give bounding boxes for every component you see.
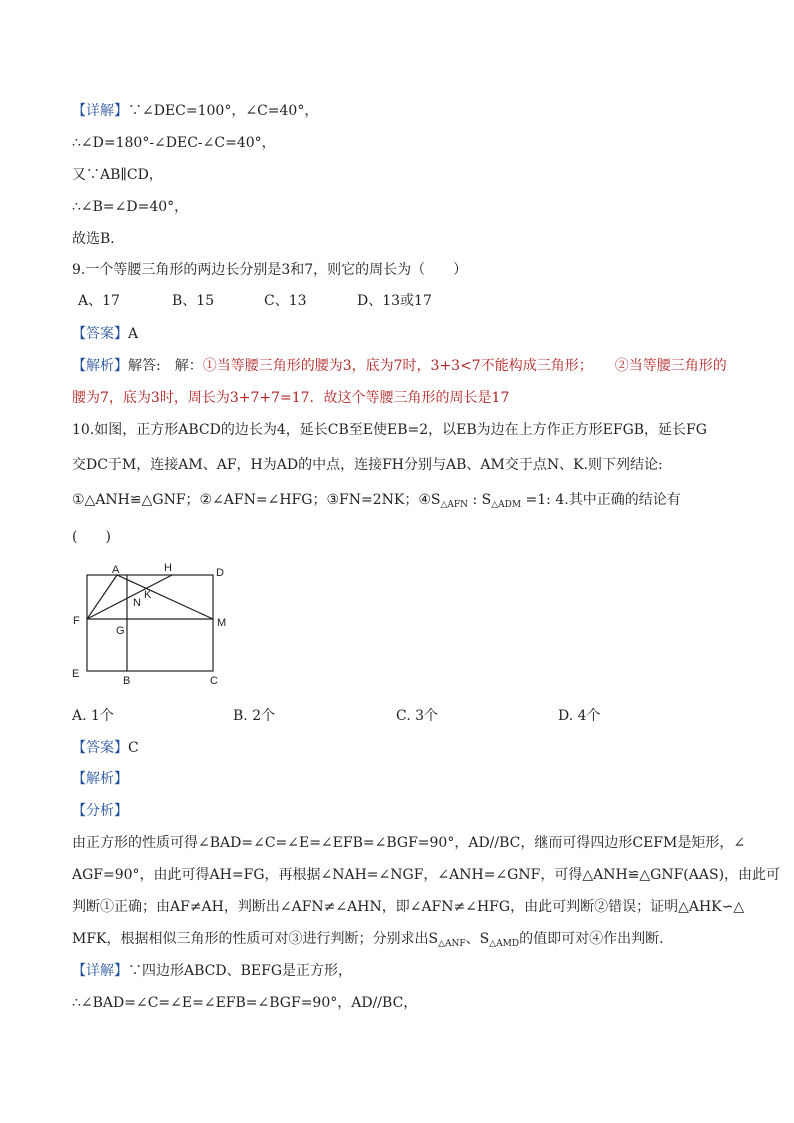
geometry-figure	[68, 560, 248, 690]
q10-stem-4: ( )	[72, 529, 111, 545]
q10-stem-1: 10.如图，正方形ABCD的边长为4，延长CB至E使EB=2，以EB为边在上方作正方形EFGB，延长FG	[72, 422, 707, 438]
label-a: A	[112, 564, 120, 576]
fenxi-line-3: 判断①正确；由AF≠AH，判断出∠AFN≠∠AHN，即∠AFN≠∠HFG，由此可判断②错误；证明△AHK∽△	[72, 899, 745, 915]
label-c: C	[210, 675, 218, 687]
detail-line-5: 故选B．	[72, 231, 125, 247]
q10-answer	[72, 738, 139, 758]
q10-detail-line-2: ∴∠BAD=∠C=∠E=∠EFB=∠BGF=90°，AD//BC，	[72, 995, 418, 1011]
label-f: F	[73, 615, 80, 627]
line-fh	[87, 575, 172, 619]
line-am	[117, 575, 213, 619]
q10-option-a: A. 1个	[72, 708, 114, 724]
q9-option-a: A、17	[78, 293, 120, 309]
answer-value: A	[128, 326, 139, 342]
detail-line-3: 又∵AB∥CD，	[72, 167, 163, 183]
fenxi-line-2: AGF=90°，由此可得AH=FG，再根据∠NAH=∠NGF，∠ANH=∠GNF，可得△ANH≌△GNF(AAS)，由此可	[72, 867, 781, 883]
q10-option-d: D. 4个	[558, 708, 601, 724]
detail-text: ∵∠DEC=100°，∠C=40°，	[128, 103, 319, 119]
label-d: D	[216, 567, 224, 579]
fenxi-heading: 【分析】	[72, 803, 128, 819]
q10-stem-2: 交DC于M，连接AM、AF，H为AD的中点，连接FH分别与AB、AM交于点N、K.则下列结论:	[72, 457, 663, 473]
detail-tag: 【详解】	[72, 963, 128, 979]
label-n: N	[133, 597, 141, 609]
label-b: B	[123, 675, 131, 687]
detail-line-4: ∴∠B=∠D=40°，	[72, 199, 189, 215]
detail-line-2: ∴∠D=180°-∠DEC-∠C=40°，	[72, 135, 276, 151]
line-af	[87, 575, 117, 619]
label-g: G	[116, 625, 125, 637]
q9-option-c: C、13	[264, 293, 307, 309]
detail-line-1	[72, 101, 318, 121]
analysis-tag: 【解析】	[72, 358, 128, 374]
detail-tag: 【详解】	[72, 103, 128, 119]
q9-answer	[72, 324, 138, 344]
q10-stem-3: ①△ANH≌△GNF；②∠AFN=∠HFG；③FN=2NK；$④S_{\triangle AFN}$ : $S_{\triangle ADM} =1$: 4.其中正确的结论有	[72, 492, 681, 510]
q9-analysis-line-2: 腰为7，底为3时，周长为3+7+7=17．故这个等腰三角形的周长是17	[72, 390, 510, 406]
label-m: M	[217, 617, 227, 629]
answer-tag: 【答案】	[72, 740, 128, 756]
q10-option-b: B. 2个	[233, 708, 276, 724]
answer-value: C	[128, 740, 139, 756]
answer-tag: 【答案】	[72, 326, 128, 342]
q9-option-b: B、15	[172, 293, 215, 309]
q9-analysis-line-1: 【解析】解答: 解：①当等腰三角形的腰为3，底为7时，3+3<7不能构成三角形； ②当等腰三角形的	[72, 358, 727, 374]
q10-option-c: C. 3个	[396, 708, 439, 724]
q9-stem: 9.一个等腰三角形的两边长分别是3和7，则它的周长为（ ）	[72, 262, 468, 278]
fenxi-line-1: 由正方形的性质可得∠BAD=∠C=∠E=∠EFB=∠BGF=90°，AD//BC，继而可得四边形CEFM是矩形，∠	[72, 835, 746, 851]
q9-option-d: D、13或17	[357, 293, 432, 309]
label-k: K	[144, 589, 152, 601]
analysis-heading: 【解析】	[72, 771, 128, 787]
fenxi-line-4: MFK，根据相似三角形的性质可对③进行判断；分别求出$S_{\triangle ANF}$、$S_{\triangle AMD}$的值即可对④作出判断.	[72, 931, 664, 949]
q10-detail-line-1: 【详解】∵四边形ABCD、BEFG是正方形，	[72, 963, 352, 979]
label-h: H	[164, 562, 172, 574]
label-e: E	[72, 668, 80, 680]
